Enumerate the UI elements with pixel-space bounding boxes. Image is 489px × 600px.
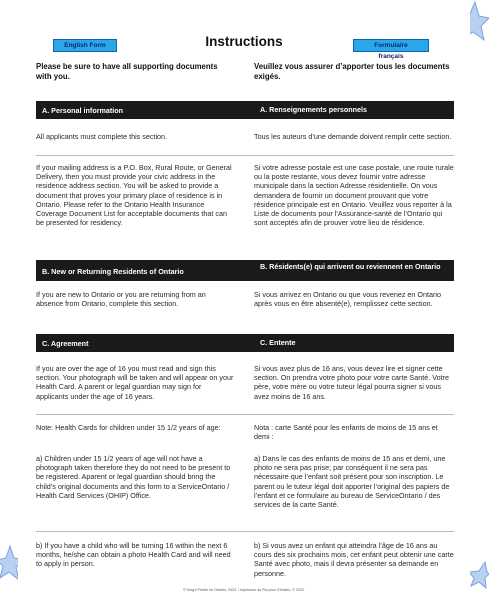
section-b-p1-fr: Si vous arrivez en Ontario ou que vous revenez en Ontario après vous en être absenté(e), remplissez cette section.	[254, 290, 441, 309]
section-a-p1-en: All applicants must complete this section.	[36, 132, 168, 141]
section-c-p1-fr: Si vous avez plus de 16 ans, vous devez lire et signer cette section. On prendra votre photo pour votre carte Santé. Votre père, votre mère ou votre tuteur légal pourra signer si vous avez moins de 16 ans.	[254, 364, 449, 401]
section-b-title-fr: B. Résidents(e) qui arrivent ou reviennent en Ontario	[260, 262, 441, 271]
section-a-title-en: A. Personal information	[42, 106, 124, 115]
section-c-p2-fr: Nota : carte Santé pour les enfants de moins de 15 ans et demi :	[254, 423, 438, 442]
divider	[36, 155, 454, 156]
page-title: Instructions	[205, 34, 283, 49]
section-c-header	[36, 334, 454, 352]
section-c-p3-en: a) Children under 15 1/2 years of age will not have a photograph taken therefore they do not need to be present to be registered. Aparent or legal guardian should bring the child’s original documents and this form to a ServiceOntario / Health Card Services (OHIP) Office.	[36, 454, 231, 500]
section-b-header	[36, 260, 454, 281]
english-form-button[interactable]: English Form	[53, 39, 117, 52]
section-b-title-en: B. New or Returning Residents of Ontario	[42, 267, 184, 276]
section-b-p1-en: If you are new to Ontario or you are returning from an absence from Ontario, complete this section.	[36, 290, 206, 309]
intro-en: Please be sure to have all supporting documents with you.	[36, 62, 218, 81]
section-c-p1-en: If you are over the age of 16 you must read and sign this section. Your photograph will be taken and will appear on your Health Card. A parent or legal guardian may sign for applicants under the age of 16 years.	[36, 364, 234, 401]
section-a-title-fr: A. Renseignements personnels	[260, 105, 368, 114]
section-c-title-en: C. Agreement	[42, 339, 89, 348]
section-c-p3-fr: a) Dans le cas des enfants de moins de 15 ans et demi, une photo ne sera pas prise; par conséquent il ne sera pas nécessaire que l’enfant soit présent pour son inscription. Le parent ou le tuteur légal doit apporter l’original des papiers de l’enfant et ce formulaire au bureau de ServiceOntario / des services de la carte Santé.	[254, 454, 450, 510]
copyright-footer: © King’s Printer for Ontario, 2022. / Imprimeur du Roi pour l’Ontario, © 2022.	[183, 588, 305, 592]
section-c-title-fr: C. Entente	[260, 338, 296, 347]
section-a-p2-en: If your mailing address is a P.O. Box, Rural Route, or General Delivery, then you must provide your civic address in the residence address section. You will be asked to provide a document that proves your primary place of residence is in Ontario. Please refer to the Ontario Health Insurance Coverage Document List for acceptable documents that can be presented for residency.	[36, 163, 232, 228]
french-form-button[interactable]: Formulaire français	[353, 39, 429, 52]
section-c-p2-en: Note: Health Cards for children under 15 1/2 years of age:	[36, 423, 221, 432]
section-c-p4-fr: b) Si vous avez un enfant qui atteindra l’âge de 16 ans au cours des six prochains mois, cet enfant peut obtenir une carte Santé avec photo, mais il devra présenter sa demande en personne.	[254, 541, 454, 578]
divider	[36, 414, 454, 415]
section-a-p2-fr: Si votre adresse postale est une case postale, une route rurale ou la poste restante, vous devez fournir votre adresse municipale dans la section Adresse résidentielle. On vous demandera de fournir un document prouvant que votre résidence principale est en Ontario. Veuillez vous reporter à la Liste de documents pour l’Assurance-santé de l’Ontario qui sont acceptés afin de prouver votre lieu de résidence.	[254, 163, 454, 228]
section-a-header	[36, 101, 454, 119]
divider	[36, 531, 454, 532]
section-a-p1-fr: Tous les auteurs d’une demande doivent remplir cette section.	[254, 132, 452, 141]
intro-fr: Veuillez vous assurer d’apporter tous les documents exigés.	[254, 62, 450, 81]
section-c-p4-en: b) If you have a child who will be turning 16 within the next 6 months, he/she can obtain a photo Health Card and will need to apply in person.	[36, 541, 231, 569]
instructions-page	[18, 0, 470, 600]
